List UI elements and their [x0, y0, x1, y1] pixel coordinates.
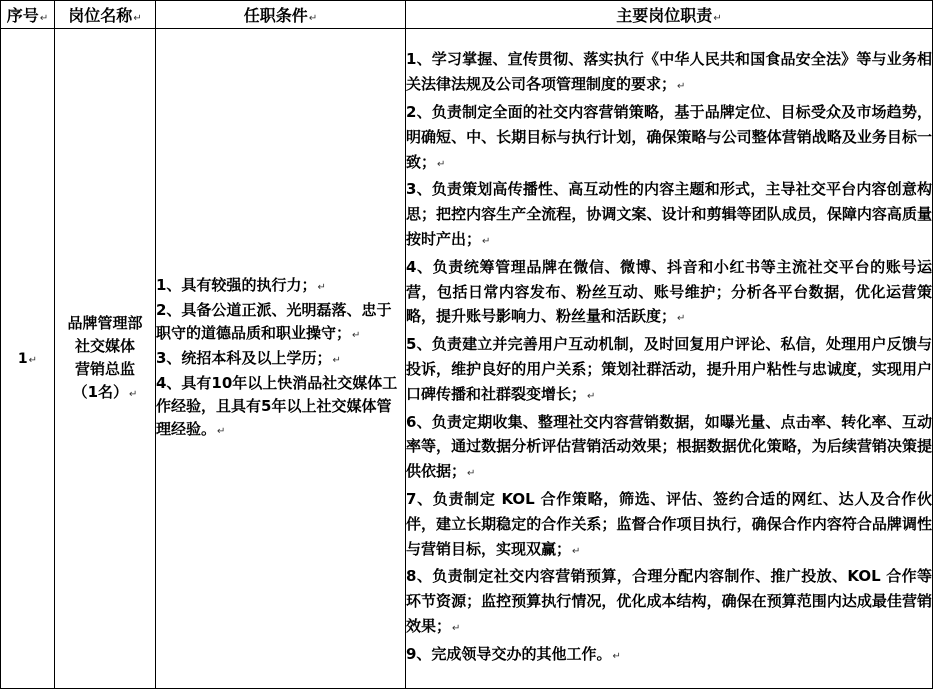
header-number: 序号↵	[1, 1, 55, 29]
duty-item: 5、负责建立并完善用户互动机制，及时回复用户评论、私信，处理用户反馈与投诉，维护良好的用户关系；策划社群活动，提升用户粘性与忠诚度，实现用户口碑传播和社群裂变增长；	[406, 335, 932, 403]
duty-item: 1、学习掌握、宣传贯彻、落实执行《中华人民共和国食品安全法》等与业务相关法律法规及公司各项管理制度的要求；	[406, 50, 932, 94]
position-name-line: 品牌管理部	[67, 313, 143, 332]
header-requirements: 任职条件↵	[156, 1, 406, 29]
position-name-line: 社交媒体	[74, 336, 135, 355]
duties-cell: 1、学习掌握、宣传贯彻、落实执行《中华人民共和国食品安全法》等与业务相关法律法规及公司各项管理制度的要求；↵ 2、负责制定全面的社交内容营销策略，基于品牌定位、目标受众及市场趋势，明确短、中、长期目标与执行计划，确保策略与公司整体营销战略及业务目标一致；↵ 3、负责策划高传播性、高互动性的内容主题和形式，主导社交平台内容创意构思；把控内容生产全流程，协调文案、设计和剪辑等团队成员，保障内容高质量按时产出；↵ 4、负责统筹管理品牌在微信、微博、抖音和小红书等主流社交平台的账号运营，包括日常内容发布、粉丝互动、账号维护；分析各平台数据，优化运营策略，提升账号影响力、粉丝量和活跃度；↵ 5、负责建立并完善用户互动机制，及时回复用户评论、私信，处理用户反馈与投诉，维护良好的用户关系；策划社群活动，提升用户粘性与忠诚度，实现用户口碑传播和社群裂变增长；↵ 6、负责定期收集、整理社交内容营销数据，如曝光量、点击率、转化率、互动率等，通过数据分析评估营销活动效果；根据数据优化策略，为后续营销决策提供依据；↵ 7、负责制定 KOL 合作策略，筛选、评估、签约合适的网红、达人及合作伙伴，建立长期稳定的合作关系；监督合作项目执行，确保合作内容符合品牌调性与营销目标，实现双赢；↵ 8、负责制定社交内容营销预算，合理分配内容制作、推广投放、KOL 合作等环节资源；监控预算执行情况，优化成本结构，确保在预算范围内达成最佳营销效果；↵ 9、完成领导交办的其他工作。↵	[406, 29, 933, 689]
position-name-cell: 品牌管理部 社交媒体 营销总监 （1名）↵	[55, 29, 156, 689]
duty-item: 2、负责制定全面的社交内容营销策略，基于品牌定位、目标受众及市场趋势，明确短、中、长期目标与执行计划，确保策略与公司整体营销战略及业务目标一致；	[406, 103, 932, 171]
requirement-item: 3、统招本科及以上学历；	[156, 349, 332, 367]
duty-item: 4、负责统筹管理品牌在微信、微博、抖音和小红书等主流社交平台的账号运营，包括日常内容发布、粉丝互动、账号维护；分析各平台数据，优化运营策略，提升账号影响力、粉丝量和活跃度；	[406, 257, 932, 326]
requirement-item: 1、具有较强的执行力；	[156, 276, 317, 294]
header-position-name: 岗位名称↵	[55, 1, 156, 29]
duty-item: 8、负责制定社交内容营销预算，合理分配内容制作、推广投放、KOL 合作等环节资源；监控预算执行情况，优化成本结构，确保在预算范围内达成最佳营销效果；	[406, 567, 932, 635]
position-headcount: （1名）	[72, 382, 129, 401]
duty-item: 9、完成领导交办的其他工作。	[406, 644, 612, 663]
table-row	[1, 29, 933, 689]
header-row	[1, 1, 933, 29]
duty-item: 3、负责策划高传播性、高互动性的内容主题和形式，主导社交平台内容创意构思；把控内容生产全流程，协调文案、设计和剪辑等团队成员，保障内容高质量按时产出；	[406, 180, 932, 249]
requirement-item: 4、具有10年以上快消品社交媒体工作经验，且具有5年以上社交媒体管理经验。	[156, 374, 398, 438]
header-duties: 主要岗位职责↵	[406, 1, 933, 29]
duty-item: 7、负责制定 KOL 合作策略，筛选、评估、签约合适的网红、达人及合作伙伴，建立长期稳定的合作关系；监督合作项目执行，确保合作内容符合品牌调性与营销目标，实现双赢；	[406, 489, 932, 558]
requirement-item: 2、具备公道正派、光明磊落、忠于职守的道德品质和职业操守；	[156, 301, 392, 342]
requirements-cell: 1、具有较强的执行力；↵ 2、具备公道正派、光明磊落、忠于职守的道德品质和职业操守；↵ 3、统招本科及以上学历；↵ 4、具有10年以上快消品社交媒体工作经验，且具有5年以上社交媒体管理经验。↵	[156, 29, 406, 689]
position-name-line: 营销总监	[74, 359, 135, 378]
row-number-cell: 1↵	[1, 29, 55, 689]
row-number: 1	[17, 350, 28, 367]
duty-item: 6、负责定期收集、整理社交内容营销数据，如曝光量、点击率、转化率、互动率等，通过数据分析评估营销活动效果；根据数据优化策略，为后续营销决策提供依据；	[406, 412, 932, 481]
